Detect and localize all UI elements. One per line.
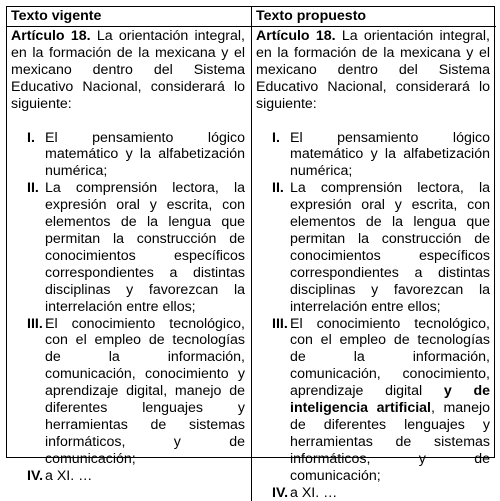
article-intro bbox=[256, 28, 490, 113]
current-text-cell bbox=[7, 27, 252, 501]
list-item bbox=[256, 180, 490, 315]
list-item bbox=[11, 180, 245, 315]
item-text: a XI. … bbox=[45, 467, 93, 484]
article-label: Artículo 18. bbox=[11, 28, 91, 44]
item-number: III. bbox=[27, 315, 43, 332]
item-number: I. bbox=[272, 129, 280, 146]
item-number: I. bbox=[27, 129, 35, 146]
item-text-before: El conocimiento tecnológico, con el empleo de tecnologías de la información, comunicación, conocimiento, aprendizaje digital bbox=[290, 315, 490, 400]
proposed-text-cell bbox=[252, 27, 496, 501]
item-number: II. bbox=[272, 180, 284, 197]
list-item bbox=[11, 468, 245, 485]
item-list bbox=[256, 130, 490, 501]
list-item bbox=[11, 130, 245, 181]
item-text: El pensamiento lógico matemático y la alfabetización numérica; bbox=[290, 129, 490, 180]
article-text: La orientación integral, en la formación de la mexicana y el mexicano dentro del Sistema Educativo Nacional, considerará lo siguiente: bbox=[11, 28, 245, 112]
item-text-added: y de inteligencia artificial bbox=[290, 383, 490, 417]
comparison-table bbox=[6, 6, 495, 501]
list-item bbox=[256, 316, 490, 485]
item-number: IV. bbox=[272, 484, 289, 501]
item-number: III. bbox=[272, 315, 288, 332]
item-list bbox=[11, 130, 245, 485]
item-text: El conocimiento tecnológico, con el empleo de tecnologías de la información, comunicación, conocimiento y aprendizaje digital, manejo de diferentes lenguajes y herramientas de sistemas informáticos, y de comunicación; bbox=[45, 315, 245, 467]
list-item bbox=[256, 485, 490, 501]
item-text: a XI. … bbox=[290, 484, 338, 501]
item-text: El pensamiento lógico matemático y la alfabetización numérica; bbox=[45, 129, 245, 180]
header-current-text: Texto vigente bbox=[7, 7, 252, 27]
item-text bbox=[290, 316, 490, 485]
header-proposed-text: Texto propuesto bbox=[252, 7, 496, 27]
item-text: La comprensión lectora, la expresión oral y escrita, con elementos de la lengua que permitan la construcción de conocimientos específicos correspondientes a distintas disciplinas y favorezcan la interrelación entre ellos; bbox=[290, 180, 490, 315]
item-number: IV. bbox=[27, 467, 44, 484]
item-text: La comprensión lectora, la expresión oral y escrita, con elementos de la lengua que permitan la construcción de conocimientos específicos correspondientes a distintas disciplinas y favorezcan la interrelación entre ellos; bbox=[45, 180, 245, 315]
item-text-after: , manejo de diferentes lenguajes y herramientas de sistemas informáticos, y de comunicación; bbox=[290, 400, 491, 484]
item-number: II. bbox=[27, 180, 39, 197]
list-item bbox=[11, 316, 245, 468]
list-item bbox=[256, 130, 490, 181]
article-intro bbox=[11, 28, 245, 113]
article-text: La orientación integral, en la formación de la mexicana y el mexicano dentro del Sistema Educativo Nacional, considerará lo siguiente: bbox=[256, 28, 490, 112]
article-label: Artículo 18. bbox=[256, 28, 336, 44]
